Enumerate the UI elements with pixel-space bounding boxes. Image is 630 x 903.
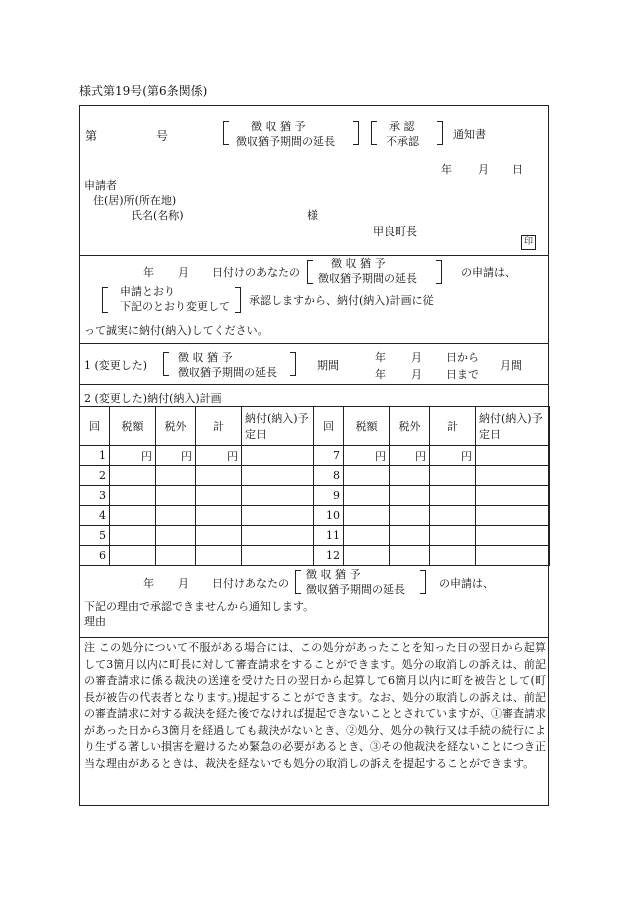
yen-unit: 円 (156, 446, 196, 466)
nontax-cell (156, 526, 196, 546)
option-extension: 徴収猶予期間の延長 (236, 135, 335, 148)
section-divider (79, 343, 549, 344)
row-number: 12 (314, 546, 344, 566)
rejection-month: 月 (178, 577, 189, 590)
table-header-row (80, 407, 550, 446)
applicant-name-label: 氏名(名称) (131, 209, 184, 222)
total-cell (430, 546, 476, 566)
tax-cell (344, 466, 390, 486)
issuer-name: 甲良町長 (373, 225, 417, 238)
document-type: 通知書 (453, 128, 486, 141)
yen-unit: 円 (430, 446, 476, 466)
tax-cell (110, 526, 156, 546)
row-number: 8 (314, 466, 344, 486)
header-installment: 回 (80, 407, 110, 446)
approval-date-text: 日付けのあなたの (212, 266, 300, 279)
option-deferral: 徴 収 猶 予 (331, 257, 386, 270)
tax-cell (344, 486, 390, 506)
header-due-date: 納付(納入)予定日 (476, 407, 550, 446)
from-day: 日から (446, 351, 479, 364)
choice-modified: 下記のとおり変更して (120, 300, 230, 313)
nontax-cell (156, 486, 196, 506)
table-row (80, 546, 550, 566)
due-date-cell (242, 446, 314, 466)
bracket-open (307, 260, 313, 284)
row-number: 3 (80, 486, 110, 506)
approval-continuation: 承認しますから、納付(納入)計画に従 (249, 294, 434, 307)
section-divider (79, 384, 549, 385)
yen-unit: 円 (344, 446, 390, 466)
bracket-close (353, 121, 359, 145)
bracket-close (437, 121, 443, 145)
due-date-cell (242, 506, 314, 526)
total-cell (430, 466, 476, 486)
appeal-notice: 注 この処分について不服がある場合には、この処分があったことを知った日の翌日から起算して3箇月以内に町長に対して審査請求をすることができます。処分の取消しの訴えは、前記の審査請求に係る裁決の送達を受けた日の翌日から起算して6箇月以内に町を被告として(町長が被告の代表者となります。)提起することができます。なお、処分の取消しの訴えは、前記の審査請求に対する裁決を経た後でなければ提起できないこととされていますが、①審査請求があった日から3箇月を経過しても裁決がないとき、②処分、処分の執行又は手続の続行により生ずる著しい損害を避けるため緊急の必要があるとき、③その他裁決を経ないことにつき正当な理由があるときは、裁決を経ないでも処分の取消しの訴えを提起することができます。 (84, 641, 546, 770)
approval-year: 年 (143, 266, 154, 279)
tax-cell (110, 466, 156, 486)
option-deferral: 徴 収 猶 予 (178, 351, 233, 364)
due-date-cell (242, 526, 314, 546)
due-date-cell (242, 546, 314, 566)
to-day: 日まで (446, 368, 479, 381)
number-suffix: 号 (156, 129, 169, 143)
honorific: 様 (307, 209, 318, 222)
due-date-cell (476, 486, 550, 506)
bracket-open (295, 570, 301, 594)
nontax-cell (390, 466, 430, 486)
bracket-close (420, 570, 426, 594)
table-row (80, 486, 550, 506)
rejection-date-text: 日付けあなたの (212, 577, 289, 590)
total-cell (430, 526, 476, 546)
from-month: 月 (411, 351, 422, 364)
header-nontax: 税外 (390, 407, 430, 446)
row-number: 10 (314, 506, 344, 526)
header-nontax: 税外 (156, 407, 196, 446)
approval-month: 月 (178, 266, 189, 279)
bracket-close (436, 260, 442, 284)
total-cell (196, 466, 242, 486)
period-label: 1 (変更した) (84, 359, 148, 372)
due-date-cell (242, 486, 314, 506)
total-cell (196, 506, 242, 526)
header-due-date: 納付(納入)予定日 (242, 407, 314, 446)
due-date-cell (476, 546, 550, 566)
total-cell (196, 486, 242, 506)
option-deferral: 徴 収 猶 予 (251, 120, 306, 133)
nontax-cell (390, 506, 430, 526)
header-tax: 税額 (344, 407, 390, 446)
table-row (80, 526, 550, 546)
nontax-cell (156, 466, 196, 486)
total-cell (430, 506, 476, 526)
option-extension: 徴収猶予期間の延長 (178, 366, 277, 379)
row-number: 1 (80, 446, 110, 466)
section-divider (79, 255, 549, 256)
yen-unit: 円 (390, 446, 430, 466)
bracket-open (223, 121, 229, 145)
plan-title: 2 (変更した)納付(納入)計画 (84, 392, 222, 405)
total-cell (196, 546, 242, 566)
rejection-after-text: の申請は、 (439, 577, 494, 590)
months-label: 月間 (500, 359, 522, 372)
due-date-cell (242, 466, 314, 486)
total-cell (196, 526, 242, 546)
rejection-year: 年 (143, 577, 154, 590)
table-row (80, 506, 550, 526)
table-row (80, 446, 550, 466)
row-number: 6 (80, 546, 110, 566)
header-tax: 税額 (110, 407, 156, 446)
option-extension: 徴収猶予期間の延長 (306, 583, 405, 596)
due-date-cell (476, 466, 550, 486)
choice-as-applied: 申請とおり (120, 285, 175, 298)
tax-cell (344, 506, 390, 526)
from-year: 年 (375, 351, 386, 364)
date-year: 年 (441, 163, 452, 176)
applicant-label: 申請者 (84, 179, 117, 192)
due-date-cell (476, 446, 550, 466)
yen-unit: 円 (110, 446, 156, 466)
to-month: 月 (411, 368, 422, 381)
bracket-open (102, 287, 108, 313)
section-divider (79, 637, 549, 638)
bracket-close (235, 287, 241, 313)
number-prefix: 第 (85, 129, 98, 143)
row-number: 9 (314, 486, 344, 506)
tax-cell (344, 526, 390, 546)
option-extension: 徴収猶予期間の延長 (318, 272, 417, 285)
header-installment: 回 (314, 407, 344, 446)
due-date-cell (476, 506, 550, 526)
form-number: 様式第19号(第6条関係) (79, 84, 208, 98)
nontax-cell (390, 486, 430, 506)
period-word: 期間 (317, 359, 339, 372)
rejection-statement: 下記の理由で承認できませんから通知します。 (84, 600, 315, 613)
row-number: 2 (80, 466, 110, 486)
tax-cell (344, 546, 390, 566)
table-row (80, 466, 550, 486)
nontax-cell (390, 546, 430, 566)
yen-unit: 円 (196, 446, 242, 466)
header-total: 計 (430, 407, 476, 446)
row-number: 4 (80, 506, 110, 526)
to-year: 年 (375, 368, 386, 381)
date-month: 月 (478, 163, 489, 176)
bracket-close (290, 352, 296, 376)
applicant-address-label: 住(居)所(所在地) (93, 194, 177, 207)
option-deferral: 徴 収 猶 予 (306, 568, 361, 581)
tax-cell (110, 486, 156, 506)
date-day: 日 (512, 163, 523, 176)
total-cell (430, 486, 476, 506)
approval-after-text: の申請は、 (461, 266, 516, 279)
due-date-cell (476, 526, 550, 546)
option-disapprove: 不承認 (386, 135, 419, 148)
seal-mark: 印 (521, 235, 536, 250)
nontax-cell (156, 546, 196, 566)
approval-continuation-2: って誠実に納付(納入)してください。 (84, 324, 269, 337)
bracket-open (163, 352, 169, 376)
reason-label: 理由 (84, 615, 106, 628)
tax-cell (110, 546, 156, 566)
payment-plan-table (79, 406, 550, 566)
tax-cell (110, 506, 156, 526)
row-number: 11 (314, 526, 344, 546)
option-approve: 承 認 (389, 120, 415, 133)
bracket-open (371, 121, 377, 145)
header-total: 計 (196, 407, 242, 446)
nontax-cell (156, 506, 196, 526)
nontax-cell (390, 526, 430, 546)
row-number: 7 (314, 446, 344, 466)
row-number: 5 (80, 526, 110, 546)
